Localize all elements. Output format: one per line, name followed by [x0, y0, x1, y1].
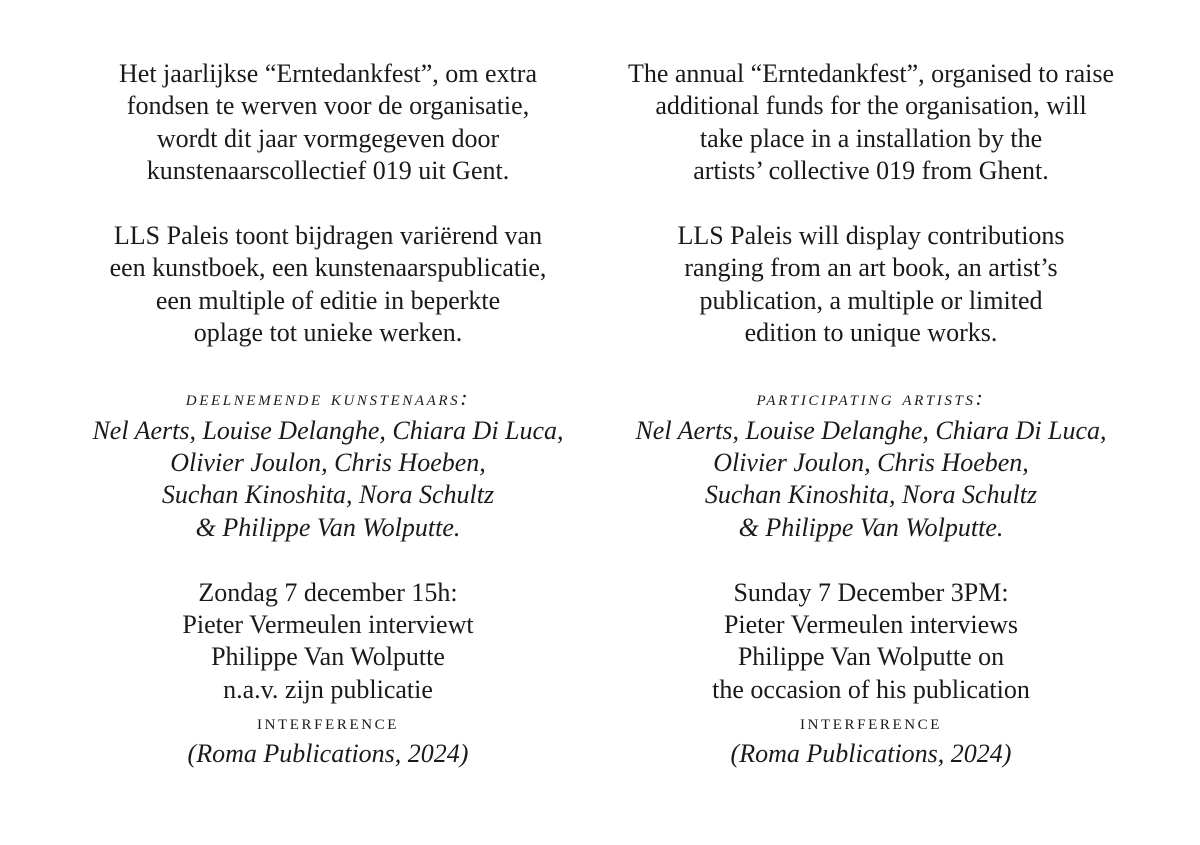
publication-title: interference — [256, 709, 400, 735]
text-line: The annual “Erntedankfest”, organised to raise — [627, 59, 1115, 88]
event-line: Philippe Van Wolputte on — [737, 642, 1005, 672]
publication-meta: (Roma Publications, 2024) — [730, 739, 1012, 769]
intro-paragraph-nl — [48, 58, 608, 187]
text-line: fondsen te werven voor de organisatie, — [126, 91, 530, 121]
text-line: LLS Paleis will display contributions — [677, 221, 1065, 251]
text-line: artists’ collective 019 from Ghent. — [693, 155, 1049, 185]
spacer — [591, 544, 1151, 577]
spacer — [591, 187, 1151, 220]
display-paragraph-nl — [48, 220, 608, 349]
event-line: Pieter Vermeulen interviews — [723, 610, 1019, 640]
event-line: n.a.v. zijn publicatie — [223, 674, 433, 704]
publication-meta: (Roma Publications, 2024) — [187, 739, 469, 769]
text-line: wordt dit jaar vormgegeven door — [156, 123, 500, 153]
event-line: the occasion of his publication — [712, 674, 1030, 704]
text-line: kunstenaarscollectief 019 uit Gent. — [146, 155, 510, 185]
english-column — [591, 58, 1151, 771]
artists-heading: participating artists: — [756, 385, 986, 411]
artist-line: Suchan Kinoshita, Nora Schultz — [704, 480, 1038, 510]
text-line: een multiple of editie in beperkte — [155, 285, 501, 315]
text-line: een kunstboek, een kunstenaarspublicatie, — [109, 253, 547, 283]
spacer — [48, 349, 608, 382]
artists-heading: deelnemende kunstenaars: — [185, 385, 471, 411]
text-line: publication, a multiple or limited — [699, 285, 1043, 315]
text-line: Het jaarlijkse “Erntedankfest”, om extra — [119, 59, 537, 88]
dutch-column — [48, 58, 608, 771]
artist-line: Olivier Joulon, Chris Hoeben, — [170, 447, 486, 477]
artists-section-en — [591, 382, 1151, 543]
artist-line: Nel Aerts, Louise Delanghe, Chiara Di Luca, — [635, 415, 1107, 445]
intro-paragraph-en — [591, 58, 1151, 187]
artist-line: Nel Aerts, Louise Delanghe, Chiara Di Luca, — [92, 415, 564, 445]
event-section-nl — [48, 577, 608, 771]
event-line: Zondag 7 december 15h: — [198, 577, 458, 607]
spacer — [591, 349, 1151, 382]
event-section-en — [591, 577, 1151, 771]
text-line: LLS Paleis toont bijdragen variërend van — [113, 221, 543, 251]
text-line: additional funds for the organisation, will — [655, 91, 1087, 121]
artist-line: Olivier Joulon, Chris Hoeben, — [713, 447, 1029, 477]
event-line: Sunday 7 December 3PM: — [733, 577, 1009, 607]
event-line: Philippe Van Wolputte — [211, 642, 445, 672]
artist-line: & Philippe Van Wolputte. — [738, 512, 1004, 542]
text-line: take place in a installation by the — [699, 123, 1043, 153]
artists-section-nl — [48, 382, 608, 543]
text-line: ranging from an art book, an artist’s — [684, 253, 1058, 283]
text-line: edition to unique works. — [744, 318, 998, 348]
publication-title: interference — [799, 709, 943, 735]
spacer — [48, 187, 608, 220]
text-line: oplage tot unieke werken. — [193, 318, 463, 348]
artist-line: Suchan Kinoshita, Nora Schultz — [161, 480, 495, 510]
event-line: Pieter Vermeulen interviewt — [182, 610, 474, 640]
display-paragraph-en — [591, 220, 1151, 349]
artist-line: & Philippe Van Wolputte. — [195, 512, 461, 542]
spacer — [48, 544, 608, 577]
